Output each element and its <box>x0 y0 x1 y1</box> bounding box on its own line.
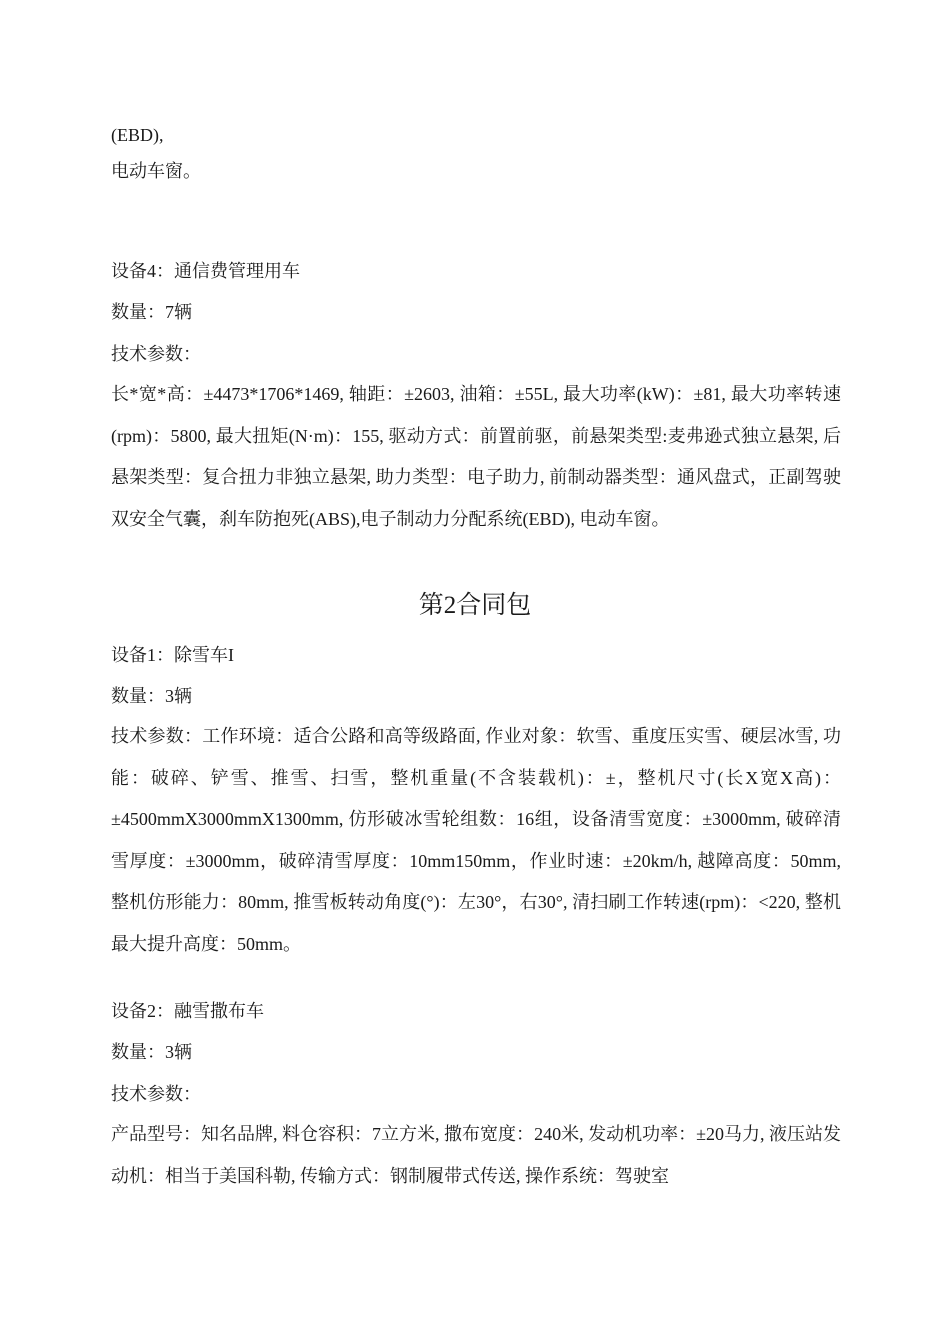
device4-title: 设备4：通信费管理用车 <box>111 261 300 281</box>
device2-params-label: 技术参数： <box>111 1084 201 1104</box>
device1-params-text: 技术参数：工作环境：适合公路和高等级路面, 作业对象：软雪、重度压实雪、硬层冰雪, 功能：破碎、铲雪、推雪、扫雪，整机重量(不含装载机)：±，整机尺寸(长X宽X高)：±4500mmX3000mmX1300mm, 仿形破冰雪轮组数：16组，设备清雪宽度：±3000mm, 破碎清雪厚度：±3000mm，破碎清雪厚度：10mm150mm，作业时速：±20km/h, 越障高度：50mm, 整机仿形能力：80mm, 推雪板转动角度(°)：左30°，右30°, 清扫刷工作转速(rpm)：<220, 整机最大提升高度：50mm。 <box>111 726 841 954</box>
device2-params-text: 产品型号：知名品牌, 料仓容积：7立方米, 撒布宽度：240米, 发动机功率：±20马力, 液压站发动机：相当于美国科勒, 传输方式：钢制履带式传送, 操作系统：驾驶室 <box>111 1124 841 1186</box>
device1-quantity: 数量：3辆 <box>111 686 192 706</box>
device4-params-text: 长*宽*高：±4473*1706*1469, 轴距：±2603, 油箱：±55L, 最大功率(kW)：±81, 最大功率转速(rpm)：5800, 最大扭矩(N·m)：155, 驱动方式：前置前驱，前悬架类型:麦弗逊式独立悬架, 后悬架类型：复合扭力非独立悬架, 助力类型：电子助力, 前制动器类型：通风盘式，正副驾驶双安全气囊，刹车防抱死(ABS),电子制动力分配系统(EBD), 电动车窗。 <box>111 384 841 529</box>
electric-window-line: 电动车窗。 <box>111 161 201 181</box>
section2-heading: 第2合同包 <box>418 592 532 619</box>
device4-params-label: 技术参数： <box>111 344 201 364</box>
device1-title: 设备1：除雪车I <box>111 645 234 665</box>
ebd-line: (EBD), <box>111 125 164 145</box>
device4-quantity: 数量：7辆 <box>111 302 192 322</box>
device2-quantity: 数量：3辆 <box>111 1042 192 1062</box>
device2-title: 设备2：融雪撒布车 <box>111 1001 264 1021</box>
